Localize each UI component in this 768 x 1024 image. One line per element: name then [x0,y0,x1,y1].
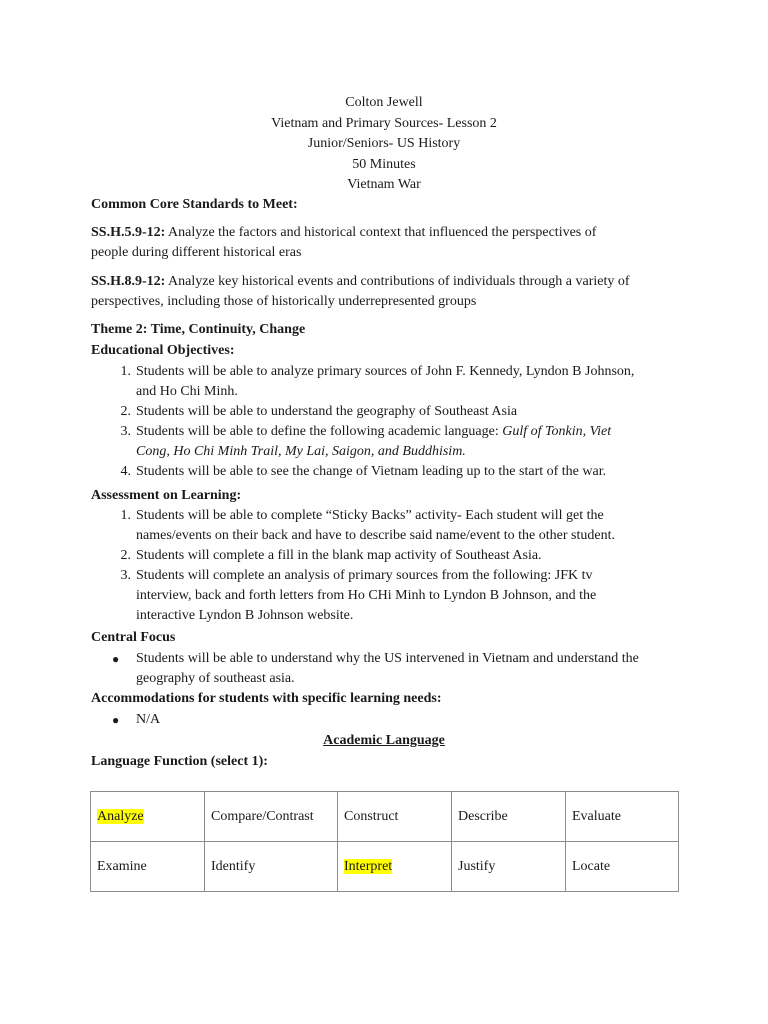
list-number: 3. [120,424,131,439]
list-item [91,566,691,626]
table-cell [91,792,205,842]
list-item [91,402,691,422]
accommodations-heading: Accommodations for students with specific learning needs: [91,691,442,706]
bullet-icon: ● [112,713,120,727]
table-cell [566,792,679,842]
list-text-continued: interview, back and forth letters from Ho CHi Minh to Lyndon B Johnson, and the [136,588,597,603]
standard-text: Analyze the factors and historical context that influenced the perspectives of [165,225,597,240]
assessment-list [91,506,691,626]
standards-heading: Common Core Standards to Meet: [91,197,298,212]
table-cell [566,842,679,892]
list-number: 1. [120,508,131,523]
cell-text: Justify [458,858,496,874]
standard-item [91,272,691,312]
accommodations-list [91,710,691,730]
list-number: 4. [120,464,131,479]
table-cell [452,842,566,892]
standard-text-continued: people during different historical eras [91,245,302,260]
list-number: 3. [120,568,131,583]
list-text: Students will complete an analysis of primary sources from the following: JFK tv [136,568,593,583]
cell-text: Evaluate [572,808,621,824]
list-text: Students will be able to understand why the US intervened in Vietnam and understand the [136,651,639,666]
language-function-table [90,791,679,892]
central-focus-list [91,649,691,689]
list-text: N/A [136,712,161,727]
grade-course: Junior/Seniors- US History [307,136,461,151]
academic-terms: Gulf of Tonkin, Viet [502,424,612,439]
standard-item [91,223,691,263]
table-cell [205,842,338,892]
list-text-continued: and Ho Chi Minh. [136,384,238,399]
list-item [91,462,691,482]
list-number: 1. [120,364,131,379]
lesson-header [0,93,768,196]
list-item [91,506,691,546]
table-cell [91,842,205,892]
list-item [91,546,691,566]
cell-text: Identify [211,858,256,874]
cell-text: Compare/Contrast [211,808,314,824]
language-function-heading: Language Function (select 1): [91,754,268,769]
cell-text: Locate [572,858,611,874]
objectives-list [91,362,691,482]
table-cell [452,792,566,842]
academic-terms-continued: Cong, Ho Chi Minh Trail, My Lai, Saigon, and Buddhisim. [136,444,466,459]
list-item [91,710,691,730]
cell-text: Describe [458,808,508,824]
lesson-duration: 50 Minutes [352,156,416,172]
standard-code: SS.H.8.9-12: [91,274,166,289]
cell-text: Analyze [97,808,144,824]
standard-code: SS.H.5.9-12: [91,225,166,240]
standard-text-continued: perspectives, including those of historically underrepresented groups [91,294,477,309]
standard-text: Analyze key historical events and contributions of individuals through a variety of [165,274,630,289]
list-text: Students will be able to analyze primary sources of John F. Kennedy, Lyndon B Johnson, [136,364,635,379]
table-cell [205,792,338,842]
list-text: Students will complete a fill in the blank map activity of Southeast Asia. [136,548,542,563]
academic-language-title: Academic Language [323,733,445,748]
list-number: 2. [120,548,131,563]
lesson-title: Vietnam and Primary Sources- Lesson 2 [271,115,497,131]
cell-text: Construct [344,808,399,824]
list-number: 2. [120,404,131,419]
list-text: Students will be able to see the change of Vietnam leading up to the start of the war. [136,464,607,479]
author-name: Colton Jewell [345,95,423,110]
list-text-continued: geography of southeast asia. [136,671,295,686]
central-focus-heading: Central Focus [91,630,176,645]
lesson-topic: Vietnam War [347,177,421,192]
list-text-continued: names/events on their back and have to describe said name/event to the other student. [136,528,615,543]
table-cell [338,792,452,842]
list-item [91,649,691,689]
list-item [91,422,691,462]
list-text: Students will be able to complete “Sticky Backs” activity- Each student will get the [136,508,604,523]
table-row [91,842,679,892]
list-item [91,362,691,402]
table-row [91,792,679,842]
list-text: Students will be able to understand the geography of Southeast Asia [136,404,518,419]
cell-text: Interpret [344,858,393,874]
bullet-icon: ● [112,652,120,666]
list-text: Students will be able to define the following academic language: [136,424,503,439]
cell-text: Examine [97,858,147,874]
table-cell [338,842,452,892]
objectives-heading: Educational Objectives: [91,343,235,358]
assessment-heading: Assessment on Learning: [91,488,242,503]
theme-heading: Theme 2: Time, Continuity, Change [91,322,306,337]
list-text-continued: interactive Lyndon B Johnson website. [136,608,354,623]
